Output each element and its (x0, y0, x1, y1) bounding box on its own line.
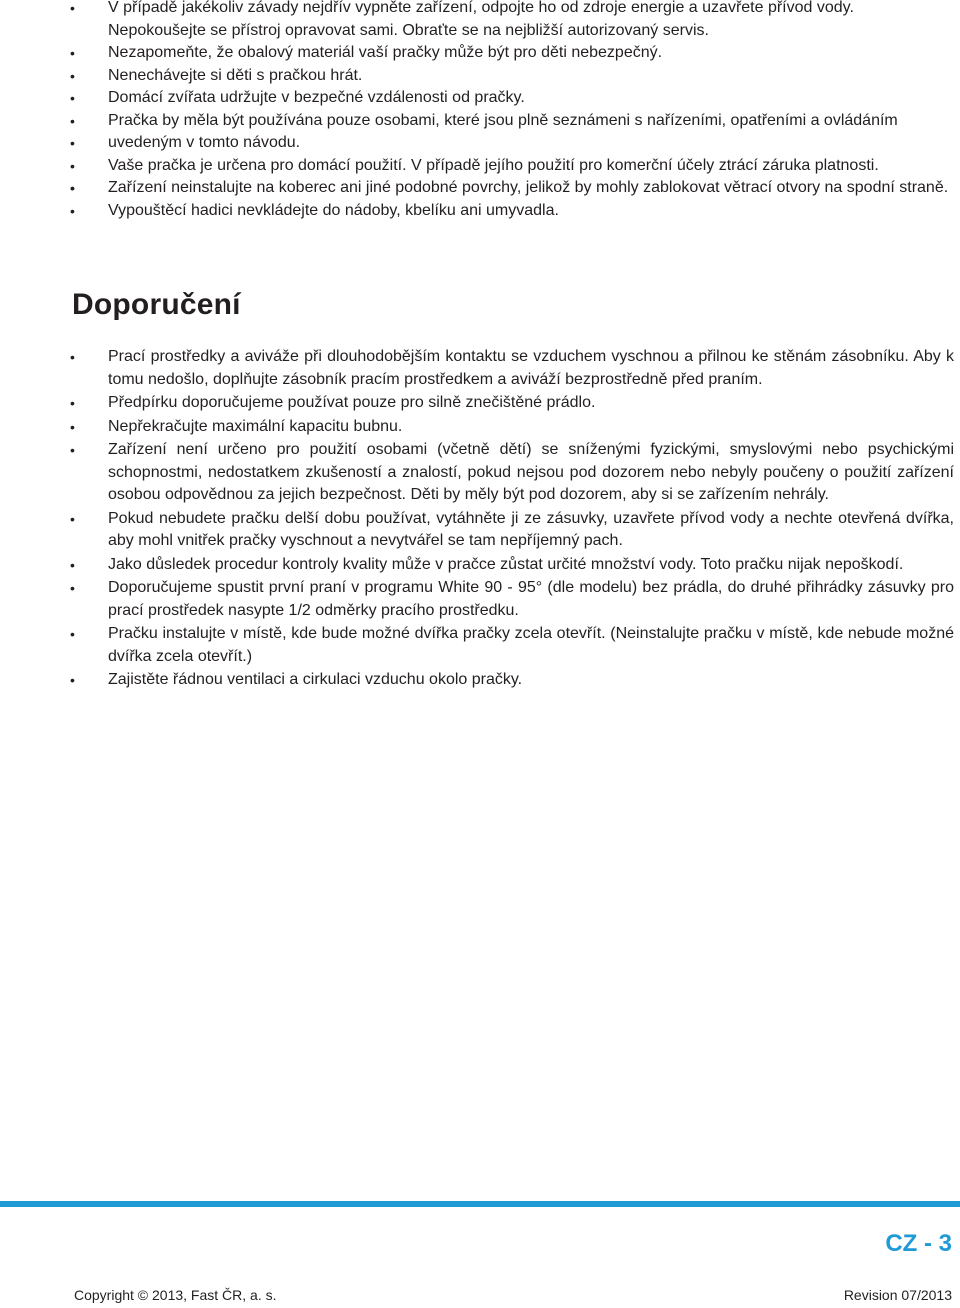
list-item: • Vypouštěcí hadici nevkládejte do nádoby, kbelíku ani umyvadla. (70, 200, 954, 223)
bullet-icon: • (70, 349, 75, 365)
bullet-icon: • (70, 45, 75, 61)
list-item: • Pračka by měla být používána pouze osobami, které jsou plně seznámeni s nařízeními, opatřeními a ovládáním uvedeným v tomto návodu. • (70, 110, 954, 155)
bullet-icon: • (70, 672, 75, 688)
list-item: • Vaše pračka je určena pro domácí použití. V případě jejího použití pro komerční účely ztrácí záruka platnosti. • (70, 155, 954, 178)
list-item: • Pokud nebudete pračku delší dobu používat, vytáhněte ji ze zásuvky, uzavřete přívod vody a nechte otevřená dvířka, aby mohl vnitřek pračky vyschnout a nevytvářel se tam nepříjemný pach. (70, 509, 954, 549)
section-heading: Doporučení (72, 288, 241, 321)
safety-instructions-list (70, 0, 954, 222)
list-item: • Jako důsledek procedur kontroly kvality může v pračce zůstat určité množství vody. Toto pračku nijak nepoškodí. (70, 554, 954, 577)
list-item: • Pračku instalujte v místě, kde bude možné dvířka pračky zcela otevřít. (Neinstalujte pračku v místě, kde nebude možné dvířka zcela otevřít.) (70, 625, 954, 665)
bullet-icon: • (70, 395, 75, 411)
bullet-icon: • (70, 180, 75, 196)
bullet-icon: • (70, 626, 75, 642)
bullet-icon: • (70, 510, 75, 527)
list-item: • Zařízení neinstalujte na koberec ani jiné podobné povrchy, jelikož by mohly zablokovat větrací otvory na spodní straně. (70, 177, 954, 200)
bullet-icon: • (70, 90, 75, 106)
bullet-icon: • (70, 202, 75, 219)
list-item: • Doporučujeme spustit první praní v programu White 90 - 95° (dle modelu) bez prádla, do druhé přihrádky zásuvky pro prací prostředek nasypte 1/2 odměrky pracího prostředku. (70, 579, 954, 619)
list-item: • Domácí zvířata udržujte v bezpečné vzdálenosti od pračky. (70, 87, 954, 110)
list-item: • Předpírku doporučujeme používat pouze pro silně znečištěné prádlo. (70, 392, 954, 415)
bullet-icon: • (70, 157, 75, 174)
bullet-icon: • (70, 580, 75, 596)
page-number: CZ - 3 (885, 1230, 952, 1257)
list-item: • Zajistěte řádnou ventilaci a cirkulaci vzduchu okolo pračky. (70, 669, 954, 692)
list-item: • Prací prostředky a aviváže při dlouhodobějším kontaktu se vzduchem vyschnou a přilnou ke stěnám zásobníku. Aby k tomu nedošlo, doplňujte zásobník pracím prostředkem a aviváží bezprostředně před praním. (70, 348, 954, 388)
list-item: • V případě jakékoliv závady nejdřív vypněte zařízení, odpojte ho od zdroje energie a uzavřete přívod vody. Nepokoušejte se přístroj opravovat sami. Obraťte se na nejbližší autorizovaný servis. (70, 0, 954, 42)
footer-divider (0, 1201, 960, 1207)
bullet-icon: • (70, 67, 75, 84)
list-item: • Nepřekračujte maximální kapacitu bubnu. (70, 416, 954, 439)
bullet-icon: • (70, 556, 75, 573)
bullet-icon: • (70, 418, 75, 435)
list-item: • Zařízení není určeno pro použití osobami (včetně dětí) se sníženými fyzickými, smyslovými nebo psychickými schopnostmi, nedostatkem zkušeností a znalostí, pokud nejsou pod dozorem nebo nebyly poučeny o použití zařízení osobou odpovědnou za jejich bezpečnost. Děti by měly být pod dozorem, aby si se zařízením nehrály. (70, 441, 954, 503)
bullet-icon: • (70, 442, 75, 458)
recommendations-list (70, 346, 954, 693)
copyright-text: Copyright © 2013, Fast ČR, a. s. (74, 1287, 277, 1303)
bullet-icon: • (70, 0, 75, 16)
bullet-icon: • (70, 112, 75, 129)
list-item: • Nenechávejte si děti s pračkou hrát. (70, 65, 954, 88)
list-item: • Nezapomeňte, že obalový materiál vaší pračky může být pro děti nebezpečný. (70, 42, 954, 65)
revision-text: Revision 07/2013 (843, 1287, 952, 1303)
